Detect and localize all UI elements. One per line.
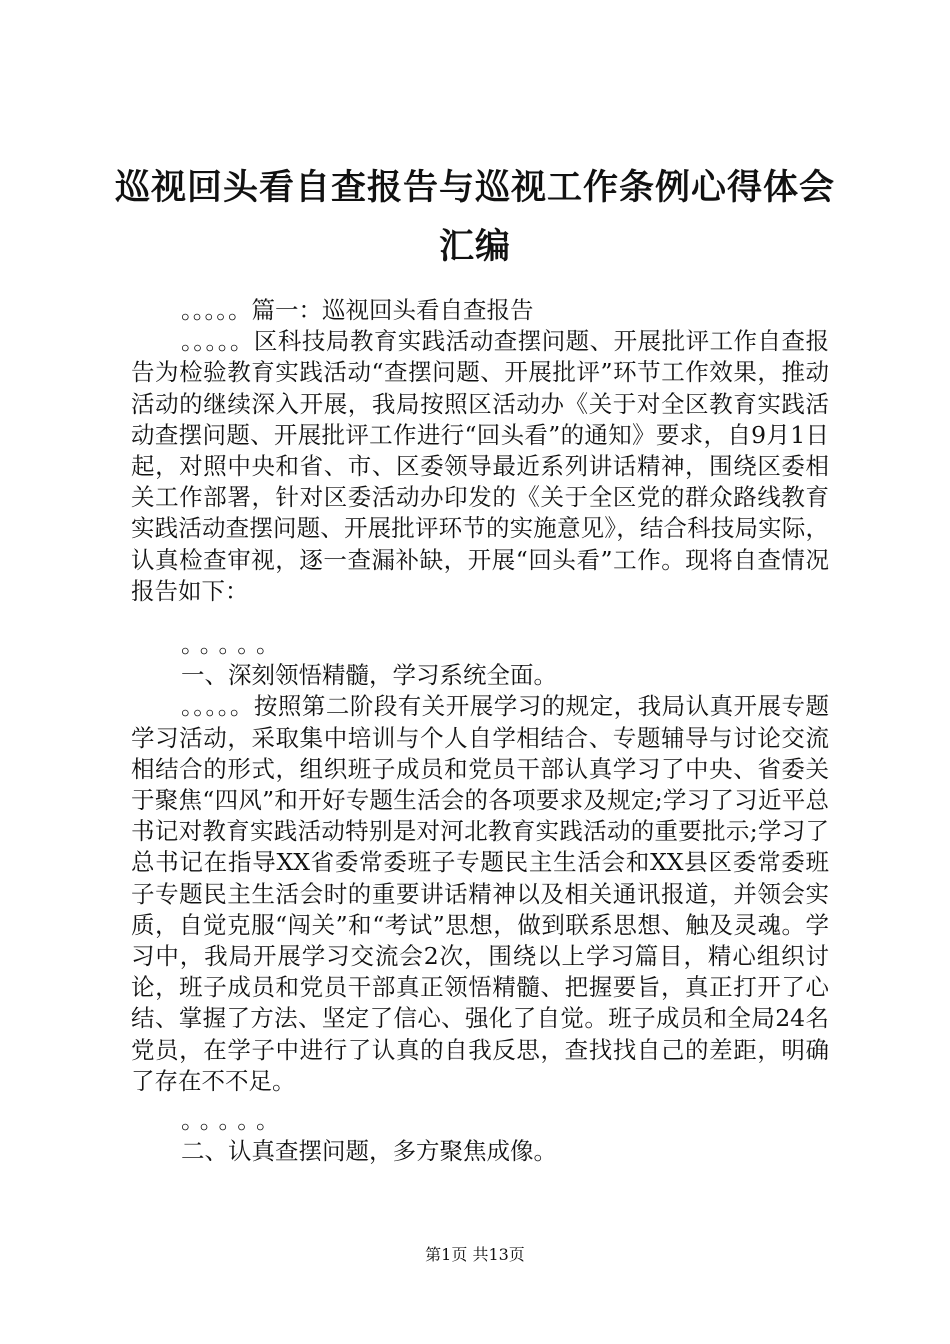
document-body bbox=[131, 295, 829, 1167]
section-heading-one: 一、深刻领悟精髓，学习系统全面。 bbox=[181, 661, 557, 690]
paragraph-spacer bbox=[131, 1097, 829, 1105]
intro-paragraph: 。。。。。区科技局教育实践活动查摆问题、开展批评工作自查报告为检验教育实践活动“查摆问题、开展批评”环节工作效果，推动活动的继续深入开展，我局按照区活动办《关于对全区教育实践活动查摆问题、开展批评工作进行“回头看”的通知》要求，自9月1日起，对照中央和省、市、区委领导最近系列讲话精神，围绕区委相关工作部署，针对区委活动办印发的《关于全区党的群众路线教育实践活动查摆问题、开展批评环节的实施意见》，结合科技局实际，认真检查审视，逐一查漏补缺，开展“回头看”工作。现将自查情况报告如下： bbox=[131, 327, 829, 605]
study-paragraph: 。。。。。按照第二阶段有关开展学习的规定，我局认真开展专题学习活动，采取集中培训与个人自学相结合、专题辅导与讨论交流相结合的形式，组织班子成员和党员干部认真学习了中央、省委关于聚焦“四风”和开好专题生活会的各项要求及规定;学习了习近平总书记对教育实践活动特别是对河北教育实践活动的重要批示;学习了总书记在指导XX省委常委班子专题民主生活会和XX县区委常委班子专题民主生活会时的重要讲话精神以及相关通讯报道，并领会实质，自觉克服“闯关”和“考试”思想，做到联系思想、触及灵魂。学习中，我局开展学习交流会2次，围绕以上学习篇目，精心组织讨论，班子成员和党员干部真正领悟精髓、把握要旨，真正打开了心结、掌握了方法、坚定了信心、强化了自觉。班子成员和全局24名党员，在学子中进行了认真的自我反思，查找找自己的差距，明确了存在不不足。 bbox=[131, 692, 829, 1095]
page-number-footer: 第1页 共13页 bbox=[425, 1245, 525, 1264]
document-title-line-2: 汇编 bbox=[438, 226, 511, 267]
dot-separator: 。。。。。 bbox=[181, 630, 287, 659]
paragraph-spacer bbox=[131, 607, 829, 629]
section-heading-two: 二、认真查摆问题，多方聚焦成像。 bbox=[181, 1137, 557, 1166]
dot-separator: 。。。。。 bbox=[181, 1106, 287, 1135]
section-heading-part-one: 。。。。。篇一：巡视回头看自查报告 bbox=[181, 296, 534, 324]
document-title-line-1: 巡视回头看自查报告与巡视工作条例心得体会 bbox=[114, 167, 835, 208]
